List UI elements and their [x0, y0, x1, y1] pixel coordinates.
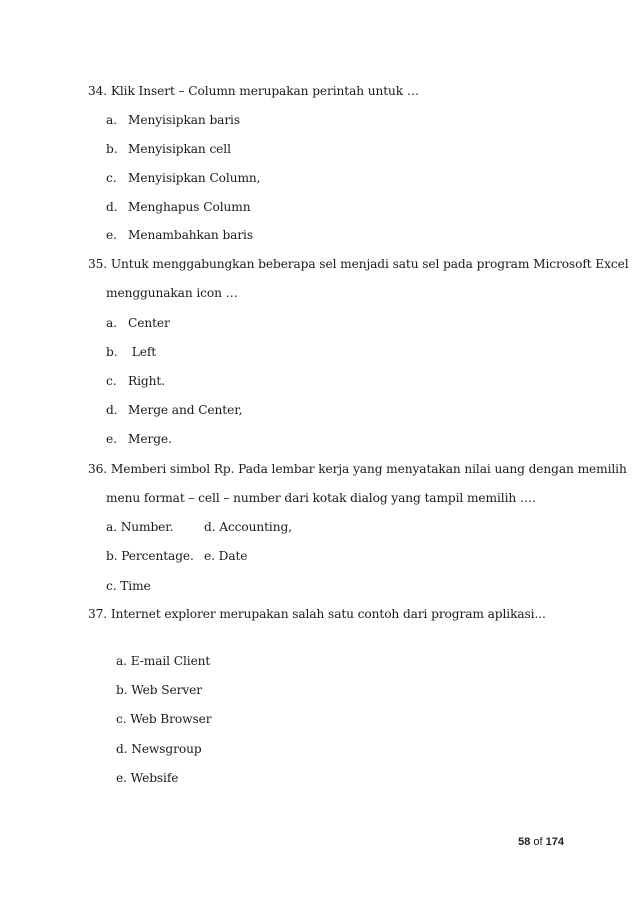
- question-36-continuation: menu format – cell – number dari kotak dialog yang tampil memilih ….: [106, 491, 536, 505]
- option-d: d. Accounting,: [204, 520, 292, 534]
- question-35-option-c: [106, 374, 165, 388]
- question-36-row-3: [106, 579, 204, 593]
- question-34-option-b: [106, 142, 231, 156]
- question-34-text: 34. Klik Insert – Column merupakan perintah untuk …: [88, 84, 419, 98]
- option-b: b. Percentage.: [106, 549, 194, 563]
- option-label: d.: [106, 200, 118, 214]
- option-text: Merge and Center,: [128, 403, 243, 417]
- option-label: d.: [106, 403, 118, 417]
- total-pages: 174: [545, 836, 564, 848]
- question-35-option-b: [106, 345, 156, 359]
- page-of-label: of: [533, 836, 543, 848]
- option-label: a.: [106, 113, 117, 127]
- option-label: a.: [106, 316, 117, 330]
- question-34-option-a: [106, 113, 240, 127]
- option-c: c. Time: [106, 579, 151, 593]
- option-text: Menyisipkan Column,: [128, 171, 261, 185]
- question-35-option-e: [106, 432, 172, 446]
- question-36-row-2: [106, 549, 247, 563]
- option-text: Center: [128, 316, 170, 330]
- option-label: e.: [106, 432, 117, 446]
- question-37-option-e: e. Websife: [116, 771, 179, 785]
- question-37-option-d: d. Newsgroup: [116, 742, 202, 756]
- question-34-option-d: [106, 200, 250, 214]
- question-37-option-b: b. Web Server: [116, 683, 202, 697]
- page-number: [518, 836, 564, 848]
- option-a: a. Number.: [106, 520, 174, 534]
- option-e: e. Date: [204, 549, 248, 563]
- question-35-continuation: menggunakan icon …: [106, 286, 238, 300]
- option-text: Right.: [128, 374, 165, 388]
- option-text: Left: [128, 345, 157, 359]
- question-35-text: 35. Untuk menggabungkan beberapa sel menjadi satu sel pada program Microsoft Excel: [88, 257, 629, 271]
- option-text: Menambahkan baris: [128, 228, 254, 242]
- option-text: Merge.: [128, 432, 172, 446]
- question-36-text: 36. Memberi simbol Rp. Pada lembar kerja yang menyatakan nilai uang dengan memilih: [88, 462, 627, 476]
- option-label: e.: [106, 228, 117, 242]
- question-36-row-1: [106, 520, 292, 534]
- question-34-option-c: [106, 171, 260, 185]
- option-label: b.: [106, 142, 118, 156]
- current-page: 58: [518, 836, 531, 848]
- option-text: Menyisipkan cell: [128, 142, 231, 156]
- question-35-option-a: [106, 316, 170, 330]
- option-text: Menyisipkan baris: [128, 113, 240, 127]
- option-label: c.: [106, 171, 117, 185]
- option-text: Menghapus Column: [128, 200, 251, 214]
- question-34-option-e: [106, 228, 253, 242]
- question-37-option-a: a. E-mail Client: [116, 654, 211, 668]
- question-37-text: 37. Internet explorer merupakan salah satu contoh dari program aplikasi...: [88, 607, 546, 621]
- question-37-option-c: c. Web Browser: [116, 712, 212, 726]
- question-35-option-d: [106, 403, 242, 417]
- option-label: b.: [106, 345, 118, 359]
- option-label: c.: [106, 374, 117, 388]
